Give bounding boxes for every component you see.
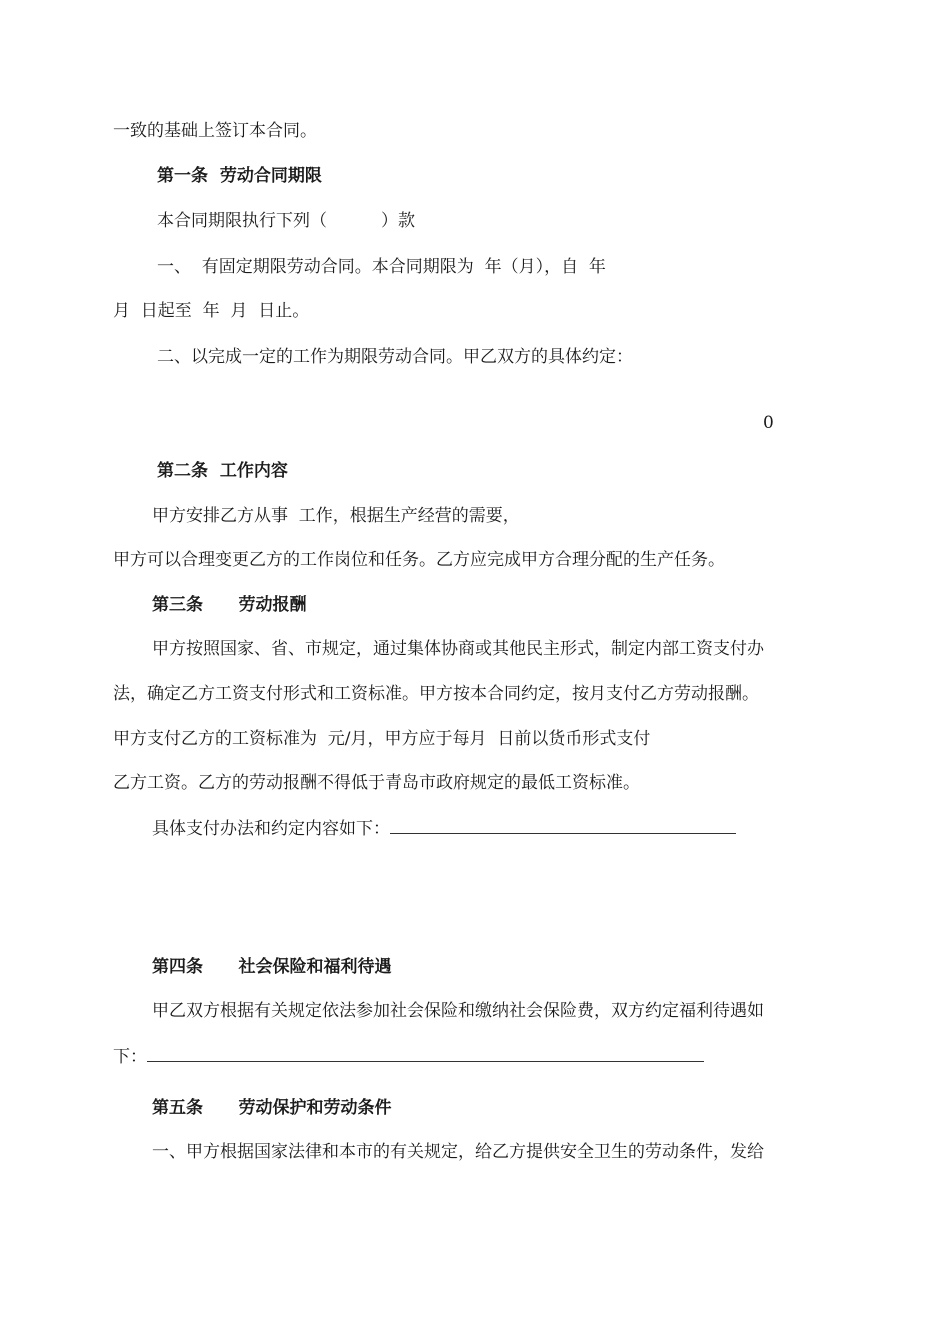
- body-text-line: 0: [763, 413, 774, 433]
- body-text-line: 甲方可以合理变更乙方的工作岗位和任务。乙方应完成甲方合理分配的生产任务。: [113, 550, 725, 570]
- article-2-title: 第二条 工作内容: [157, 461, 288, 481]
- body-text-line: 乙方工资。乙方的劳动报酬不得低于青岛市政府规定的最低工资标准。: [113, 773, 640, 793]
- fill-in-blank: [147, 1045, 704, 1062]
- article-1-title: 第一条 劳动合同期限: [157, 166, 322, 186]
- payment-details-line: [152, 817, 736, 840]
- welfare-details-line: [113, 1045, 704, 1068]
- body-text-line: 甲方安排乙方从事 工作，根据生产经营的需要，: [152, 506, 520, 526]
- article-5-title: 第五条 劳动保护和劳动条件: [152, 1098, 392, 1118]
- fill-in-blank: [390, 817, 736, 834]
- body-text-line: 甲乙双方根据有关规定依法参加社会保险和缴纳社会保险费，双方约定福利待遇如: [152, 1001, 764, 1021]
- body-text-line: 二、以完成一定的工作为期限劳动合同。甲乙双方的具体约定：: [157, 347, 633, 367]
- body-text-line: 一、 有固定期限劳动合同。本合同期限为 年（月），自 年: [157, 257, 606, 277]
- body-text-line: 月 日起至 年 月 日止。: [113, 301, 310, 321]
- body-text-line: 甲方按照国家、省、市规定，通过集体协商或其他民主形式，制定内部工资支付办: [152, 639, 764, 659]
- body-text-line: 本合同期限执行下列（ ）款: [157, 211, 416, 231]
- body-text: 下：: [113, 1047, 147, 1067]
- body-text-line: 一、甲方根据国家法律和本市的有关规定，给乙方提供安全卫生的劳动条件，发给: [152, 1142, 764, 1162]
- article-3-title: 第三条 劳动报酬: [152, 595, 307, 615]
- body-text-line: 甲方支付乙方的工资标准为 元/月，甲方应于每月 日前以货币形式支付: [113, 729, 651, 749]
- body-text: 具体支付办法和约定内容如下：: [152, 819, 390, 839]
- body-text-line: 一致的基础上签订本合同。: [113, 121, 317, 141]
- article-4-title: 第四条 社会保险和福利待遇: [152, 957, 392, 977]
- body-text-line: 法，确定乙方工资支付形式和工资标准。甲方按本合同约定，按月支付乙方劳动报酬。: [113, 684, 759, 704]
